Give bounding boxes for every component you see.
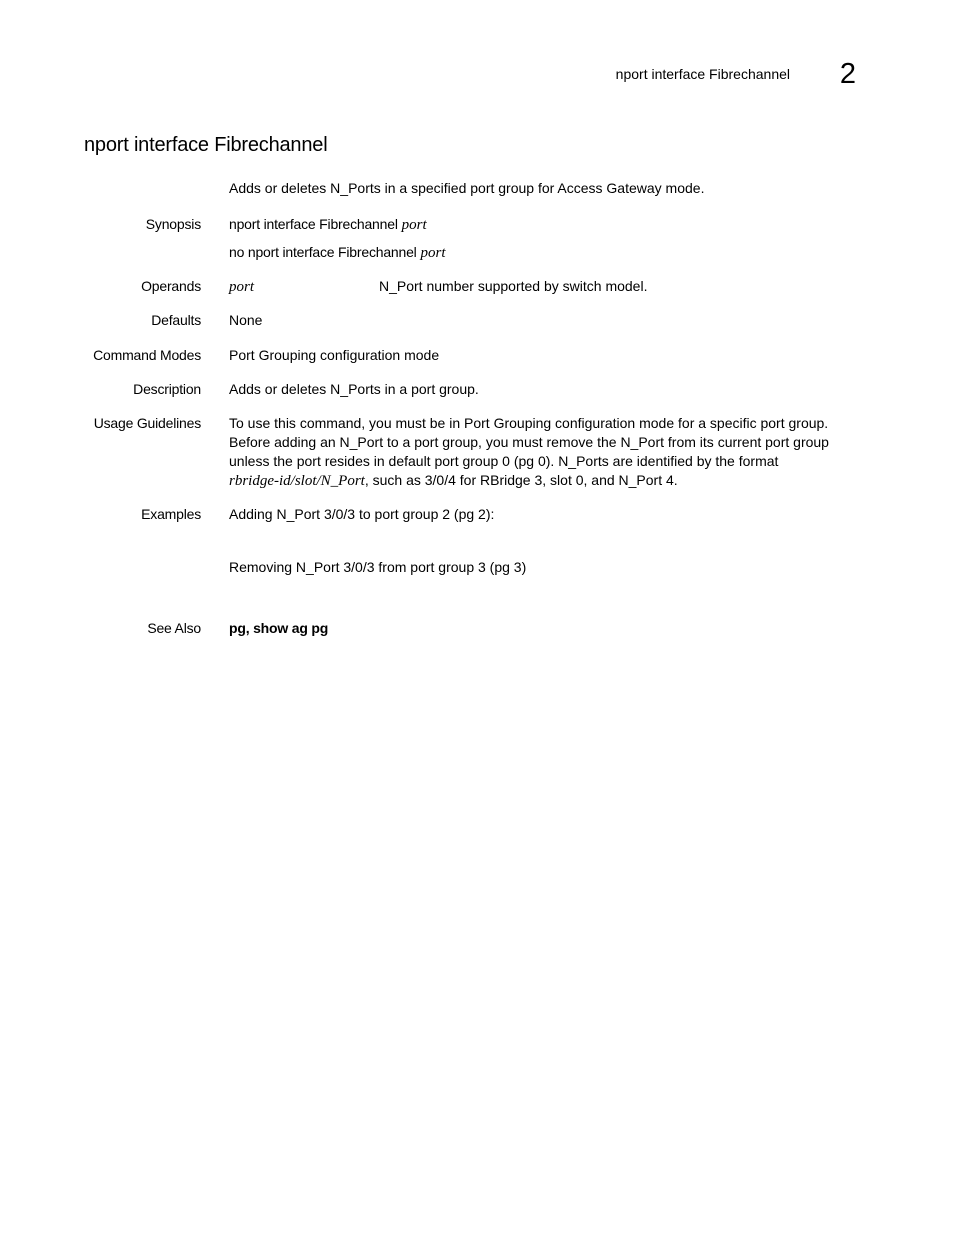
defaults-label: Defaults	[151, 312, 201, 328]
synopsis-no-command: no nport interface Fibrechannel	[229, 244, 417, 260]
synopsis-no-argument: port	[420, 245, 446, 261]
operands-label: Operands	[141, 278, 201, 294]
command-modes-value: Port Grouping configuration mode	[229, 347, 440, 363]
see-also-body	[229, 619, 869, 638]
description-label: Description	[133, 381, 201, 397]
example-2: Removing N_Port 3/0/3 from port group 3 (pg 3)	[229, 559, 527, 575]
usage-format-rest: , such as 3/0/4 for RBridge 3, slot 0, and N_Port 4.	[364, 472, 678, 488]
running-header-title: nport interface Fibrechannel	[615, 66, 790, 82]
operand-name: port	[229, 279, 255, 295]
command-modes-label: Command Modes	[93, 347, 201, 363]
chapter-number: 2	[839, 58, 857, 90]
see-also-links[interactable]: pg, show ag pg	[229, 620, 329, 636]
see-also-label: See Also	[147, 620, 201, 636]
example-1: Adding N_Port 3/0/3 to port group 2 (pg 2):	[229, 506, 495, 522]
running-header	[616, 58, 858, 90]
synopsis-line-1	[229, 215, 869, 235]
page-title: nport interface Fibrechannel	[84, 134, 328, 156]
operand-description: N_Port number supported by switch model.	[379, 278, 648, 294]
usage-guidelines-text	[229, 414, 869, 491]
usage-line-2: Before adding an N_Port to a port group, you must remove the N_Port from its current port group	[229, 434, 829, 450]
usage-line-4	[229, 471, 869, 491]
synopsis-line-2	[229, 243, 869, 263]
intro-text: Adds or deletes N_Ports in a specified port group for Access Gateway mode.	[229, 180, 705, 196]
description-value: Adds or deletes N_Ports in a port group.	[229, 381, 479, 397]
synopsis-command: nport interface Fibrechannel	[229, 216, 398, 232]
defaults-value: None	[229, 312, 263, 328]
usage-format-italic: rbridge-id/slot/N_Port	[229, 473, 365, 489]
synopsis-label: Synopsis	[145, 216, 201, 232]
synopsis-argument: port	[401, 217, 427, 233]
examples-label: Examples	[141, 506, 201, 522]
usage-line-1: To use this command, you must be in Port Grouping configuration mode for a specific port group.	[229, 415, 829, 431]
usage-line-3: unless the port resides in default port group 0 (pg 0). N_Ports are identified by the format	[229, 453, 779, 469]
usage-guidelines-label: Usage Guidelines	[93, 415, 201, 431]
operands-body	[229, 277, 869, 297]
